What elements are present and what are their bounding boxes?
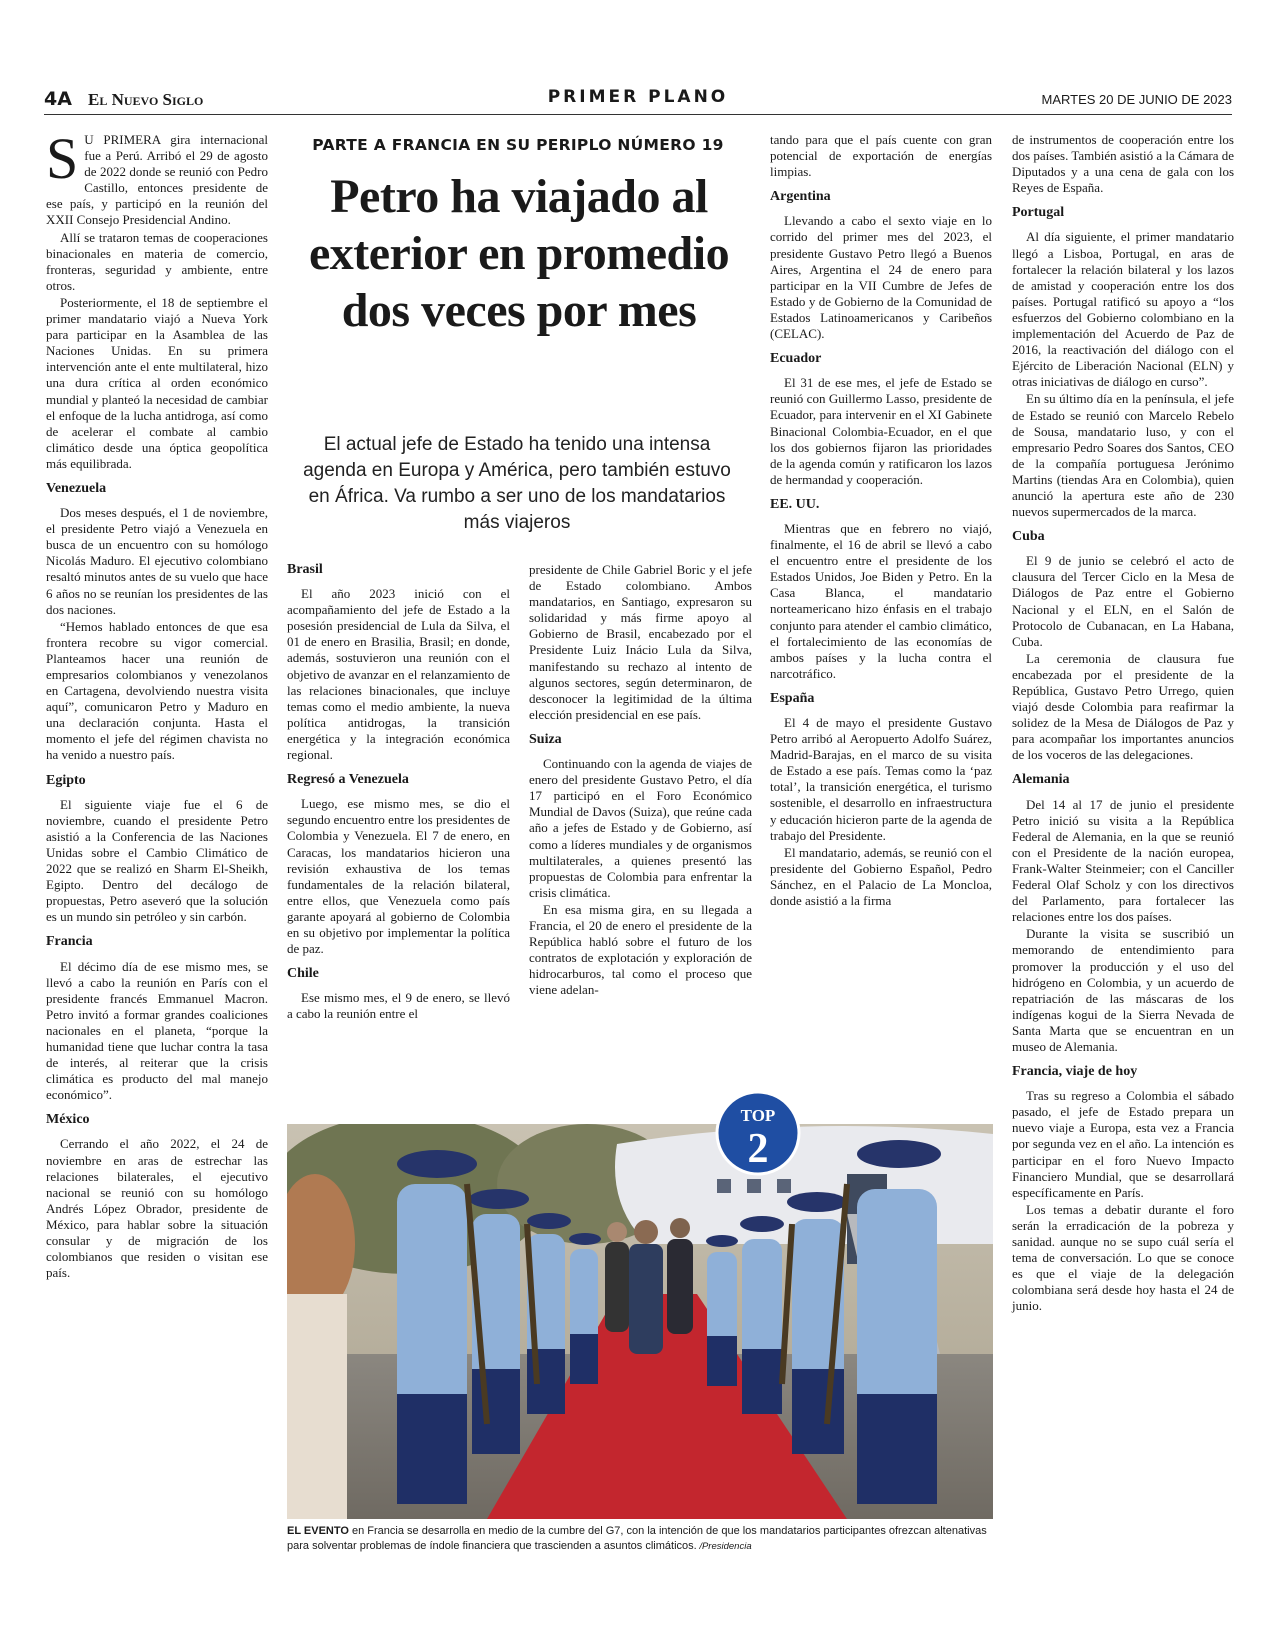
top-2-badge bbox=[715, 1090, 801, 1176]
paragraph: Mientras que en febrero no viajó, finalmente, el 16 de abril se llevó a cabo el encuentro entre el presidente de los Estados Unidos, Joe Biden y Petro. En la Casa Blanca, el mandatario norteamericano hizo énfasis en el trabajo conjunto para atender el cambio climático, el fortalecimiento de las economías de ambos países y la lucha contra el narcotráfico. bbox=[770, 520, 992, 681]
badge-number: 2 bbox=[747, 1126, 769, 1172]
paragraph: Continuando con la agenda de viajes de enero del presidente Gustavo Petro, el día 17 participó en el Foro Económico Mundial de Davos (Suiza), que reúne cada año a jefes de Estado y de Gobierno, así como a líderes mundiales y de organismos multilaterales, a quienes presentó las propuestas de Colombia para enfrentar la crisis climática. bbox=[529, 756, 752, 900]
paragraph: Posteriormente, el 18 de septiembre el primer mandatario viajó a Nueva York para participar en la Asamblea de las Naciones Unidas. En su primera intervención ante el ente multilateral, hizo una dura crítica al orden económico mundial y planteó la necesidad de cambiar el enfoque de la lucha antidroga, así como de acelerar el combate al cambio climático desde una óptica geopolítica más equilibrada. bbox=[46, 294, 268, 471]
drop-cap: S bbox=[46, 126, 79, 191]
paragraph: Los temas a debatir durante el foro serán la erradicación de la pobreza y sanidad. aunque no se supo cuál sería el tema de conversación. Lo que se conoce es que el viaje de la delegación colombiana será desde hoy hasta el 24 de junio. bbox=[1012, 1201, 1234, 1314]
paragraph: El 31 de ese mes, el jefe de Estado se reunió con Guillermo Lasso, presidente de Ecuador, para intervenir en el XI Gabinete Binacional Colombia-Ecuador, en el que los dos gobiernos fijaron las prioridades de la agenda común y ratificaron los lazos de hermandad y cooperación. bbox=[770, 375, 992, 487]
paragraph: Tras su regreso a Colombia el sábado pasado, el jefe de Estado prepara un nuevo viaje a Europa, esta vez a Francia por segunda vez en el año. La intención es participar en el foro Nuevo Impacto Financiero Mundial, que se desarrollará específicamente en París. bbox=[1012, 1088, 1234, 1200]
paragraph: En esa misma gira, en su llegada a Francia, el 20 de enero el presidente de la República habló sobre el futuro de los contratos de explotación y exploración de hidrocarburos, tal como el proceso que viene adelan- bbox=[529, 901, 752, 998]
news-photo bbox=[287, 1124, 993, 1519]
subhead-regreso-venezuela: Regresó a Venezuela bbox=[287, 772, 409, 788]
section-title: PRIMER PLANO bbox=[547, 87, 729, 107]
article-deck: El actual jefe de Estado ha tenido una intensa agenda en Europa y América, pero también estuvo en África. Va rumbo a ser uno de los mandatarios más viajeros bbox=[303, 434, 731, 533]
article-kicker: PARTE A FRANCIA EN SU PERIPLO NÚMERO 19 bbox=[312, 136, 724, 154]
subhead-argentina: Argentina bbox=[770, 189, 831, 205]
paragraph: tando para que el país cuente con gran potencial de exportación de energías limpias. bbox=[770, 132, 992, 180]
paragraph: Del 14 al 17 de junio el presidente Petro inició su visita a la República Federal de Alemania, en la que se reunió con el Presidente de la nación europea, Frank-Walter Steinmeier; con el Canciller Federal Olaf Scholz y con los directivos del Parlamento, para fortalecer las relaciones entre los dos países. bbox=[1012, 796, 1234, 925]
subhead-ecuador: Ecuador bbox=[770, 351, 822, 367]
paragraph: Dos meses después, el 1 de noviembre, el presidente Petro viajó a Venezuela en busca de un encuentro con su homólogo Nicolás Maduro. El ejecutivo colombiano resaltó minutos antes de su vuelo que hace 6 años no se reunían los presidentes de las dos naciones. bbox=[46, 505, 268, 617]
subhead-eeuu: EE. UU. bbox=[770, 496, 820, 512]
photo-credit: /Presidencia bbox=[696, 1541, 752, 1552]
paragraph: “Hemos hablado entonces de que esa frontera recobre su vigor comercial. Planteamos hacer una reunión de empresarios colombianos y venezolanos en Cartagena, devolviendo nuestra visita aquí”, comunicaron Petro y Maduro en una declaración conjunta. Hasta el momento el jefe del régimen chavista no ha venido a nuestro país. bbox=[46, 618, 268, 763]
paragraph: El décimo día de ese mismo mes, se llevó a cabo la reunión en París con el presidente francés Emmanuel Macron. Petro invitó a formar grandes coaliciones nacionales en el planeta, “porque la humanidad tiene que luchar contra la tasa de interés, al reiterar que la crisis climática es producto del mal manejo económico”. bbox=[46, 958, 268, 1103]
subhead-espana: España bbox=[770, 690, 815, 706]
subhead-venezuela: Venezuela bbox=[46, 480, 107, 496]
paragraph: presidente de Chile Gabriel Boric y el jefe de Estado colombiano. Ambos mandatarios, en Santiago, expresaron su solidaridad y más firme apoyo al Gobierno de Brasil, encabezado por el Presidente Luiz Inácio Lula da Silva, manifestando su rechazo al intento de algunos sectores, según determinaron, de desconocer la legitimidad de la última elección presidencial en ese país. bbox=[529, 562, 752, 722]
paragraph: Ese mismo mes, el 9 de enero, se llevó a cabo la reunión entre el bbox=[287, 990, 510, 1022]
column-5 bbox=[1012, 132, 1234, 1315]
intro-paragraph: S U PRIMERA gira internacional fue a Perú. Arribó el 29 de agosto de 2022 donde se reunió con Pedro Castillo, entonces presidente de ese país, y participó en la reunión del XXII Consejo Presidencial Andino. bbox=[46, 126, 268, 228]
column-1 bbox=[46, 126, 268, 1282]
paragraph: El 4 de mayo el presidente Gustavo Petro arribó al Aeropuerto Adolfo Suárez, Madrid-Barajas, en el marco de su visita de Estado a ese país. Temas como la ‘paz total’, la transición energética, el turismo sostenible, el desarrollo en infraestructura y educación hicieron parte de la agenda de trabajo del Presidente. bbox=[770, 715, 992, 843]
paragraph: Llevando a cabo el sexto viaje en lo corrido del primer mes del 2023, el presidente Gustavo Petro llegó a Buenos Aires, Argentina el 24 de enero para participar en la VII Cumbre de Jefes de Estado y de Gobierno de la Comunidad de Estados Latinoamericanos y Caribeños (CELAC). bbox=[770, 213, 992, 342]
subhead-chile: Chile bbox=[287, 966, 319, 982]
subhead-brasil: Brasil bbox=[287, 562, 323, 577]
paragraph: Allí se trataron temas de cooperaciones binacionales en materia de comercio, fronteras, seguridad y ambiente, entre otros. bbox=[46, 229, 268, 293]
caption-text: en Francia se desarrolla en medio de la cumbre del G7, con la intención de que los mandatarios participantes ofrezcan altenativas para solventar problemas de índole financiera que trascienden a asuntos climáticos. bbox=[287, 1525, 987, 1552]
paragraph: La ceremonia de clausura fue encabezada por el presidente de la República, Gustavo Petro Urrego, quien viajó desde Colombia para reafirmar la solidez de la Mesa de Diálogos de Paz y para acompañar los importantes anuncios de los voceros de las delegaciones. bbox=[1012, 650, 1234, 763]
subhead-francia: Francia bbox=[46, 934, 93, 950]
subhead-portugal: Portugal bbox=[1012, 205, 1065, 221]
paragraph: En su último día en la península, el jefe de Estado se reunió con Marcelo Rebelo de Sousa, mandatario luso, y con el empresario Pedro Soares dos Santos, CEO de la compañía portuguesa Jerónimo Martins (tiendas Ara en Colombia), quien anunció la apertura este año de 230 nuevos supermercados de la marca. bbox=[1012, 391, 1234, 520]
page-number: 4A bbox=[44, 88, 72, 110]
paragraph: Cerrando el año 2022, el 24 de noviembre en aras de estrechar las relaciones bilaterales, el ejecutivo nacional se reunió con su homólogo Andrés López Obrador, presidente de México, para hablar sobre la situación consular y de migración de los colombianos que residen o visitan ese país. bbox=[46, 1136, 268, 1281]
subhead-egipto: Egipto bbox=[46, 772, 86, 788]
subhead-alemania: Alemania bbox=[1012, 772, 1070, 788]
header-rule bbox=[44, 114, 1232, 115]
column-3 bbox=[529, 562, 752, 999]
column-4 bbox=[770, 132, 992, 910]
paragraph: de instrumentos de cooperación entre los dos países. También asistió a la Cámara de Diputados y a una cena de gala con los Reyes de España. bbox=[1012, 132, 1234, 196]
paragraph: Luego, ese mismo mes, se dio el segundo encuentro entre los presidentes de Colombia y Venezuela. El 7 de enero, en Caracas, los mandatarios hicieron una revisión exhaustiva de los temas fundamentales de la relación bilateral, entre ellos, que Venezuela como país garante apoyará al gobierno de Colombia en su objetivo por implementar la política de paz. bbox=[287, 796, 510, 957]
paragraph: El mandatario, además, se reunió con el presidente del Gobierno Español, Pedro Sánchez, en el Palacio de La Moncloa, donde asistió a la firma bbox=[770, 844, 992, 909]
paragraph: Al día siguiente, el primer mandatario llegó a Lisboa, Portugal, en aras de fortalecer la relación bilateral y los lazos de amistad y cooperación entre los dos países. Portugal ratificó su apoyo a “los esfuerzos del Gobierno colombiano en la implementación del Acuerdo de Paz de 2016, la reactivación del diálogo con el Ejército de Liberación Nacional (ELN) y otras iniciativas de diálogo en curso”. bbox=[1012, 229, 1234, 390]
column-2 bbox=[287, 562, 510, 1023]
subhead-francia-hoy: Francia, viaje de hoy bbox=[1012, 1064, 1138, 1080]
subhead-suiza: Suiza bbox=[529, 731, 562, 747]
issue-date: MARTES 20 DE JUNIO DE 2023 bbox=[1041, 92, 1232, 107]
badge-top-text: TOP bbox=[740, 1106, 776, 1125]
page-header bbox=[44, 86, 1232, 116]
newspaper-name: El Nuevo Siglo bbox=[88, 90, 204, 109]
paragraph: El 9 de junio se celebró el acto de clausura del Tercer Ciclo en la Mesa de Diálogos de Paz entre el Gobierno Nacional y el ELN, en el Salón de Protocolo de Cubanacan, en La Habana, Cuba. bbox=[1012, 553, 1234, 649]
paragraph: El año 2023 inició con el acompañamiento del jefe de Estado a la posesión presidencial de Lula da Silva, el 01 de enero en Brasilia, Brasil; en donde, además, sostuvieron una reunión con el objetivo de avanzar en el relanzamiento de las relaciones binacionales, que incluye temas como el medio ambiente, la nueva política antidrogas, la transición energética y la integración económica regional. bbox=[287, 586, 510, 763]
caption-lead: EL EVENTO bbox=[287, 1525, 349, 1537]
paragraph: El siguiente viaje fue el 6 de noviembre, cuando el presidente Petro asistió a la Conferencia de las Naciones Unidas sobre el Cambio Climático de 2022 que se realizó en Sharm El-Sheikh, Egipto. Dentro del decálogo de propuestas, Petro aseveró que la solución es un mundo sin petróleo y sin carbón. bbox=[46, 796, 268, 925]
subhead-cuba: Cuba bbox=[1012, 529, 1045, 545]
subhead-mexico: México bbox=[46, 1112, 90, 1128]
article-headline: Petro ha viajado al exterior en promedio dos veces por mes bbox=[308, 170, 730, 337]
photo-caption bbox=[287, 1524, 993, 1554]
paragraph: Durante la visita se suscribió un memorando de entendimiento para promover la producción y el uso del hidrógeno en Colombia, y un acuerdo de repatriación de las máscaras de los indígenas kogui de la Sierra Nevada de Santa Marta que se encuentran en un museo de Alemania. bbox=[1012, 926, 1234, 1054]
